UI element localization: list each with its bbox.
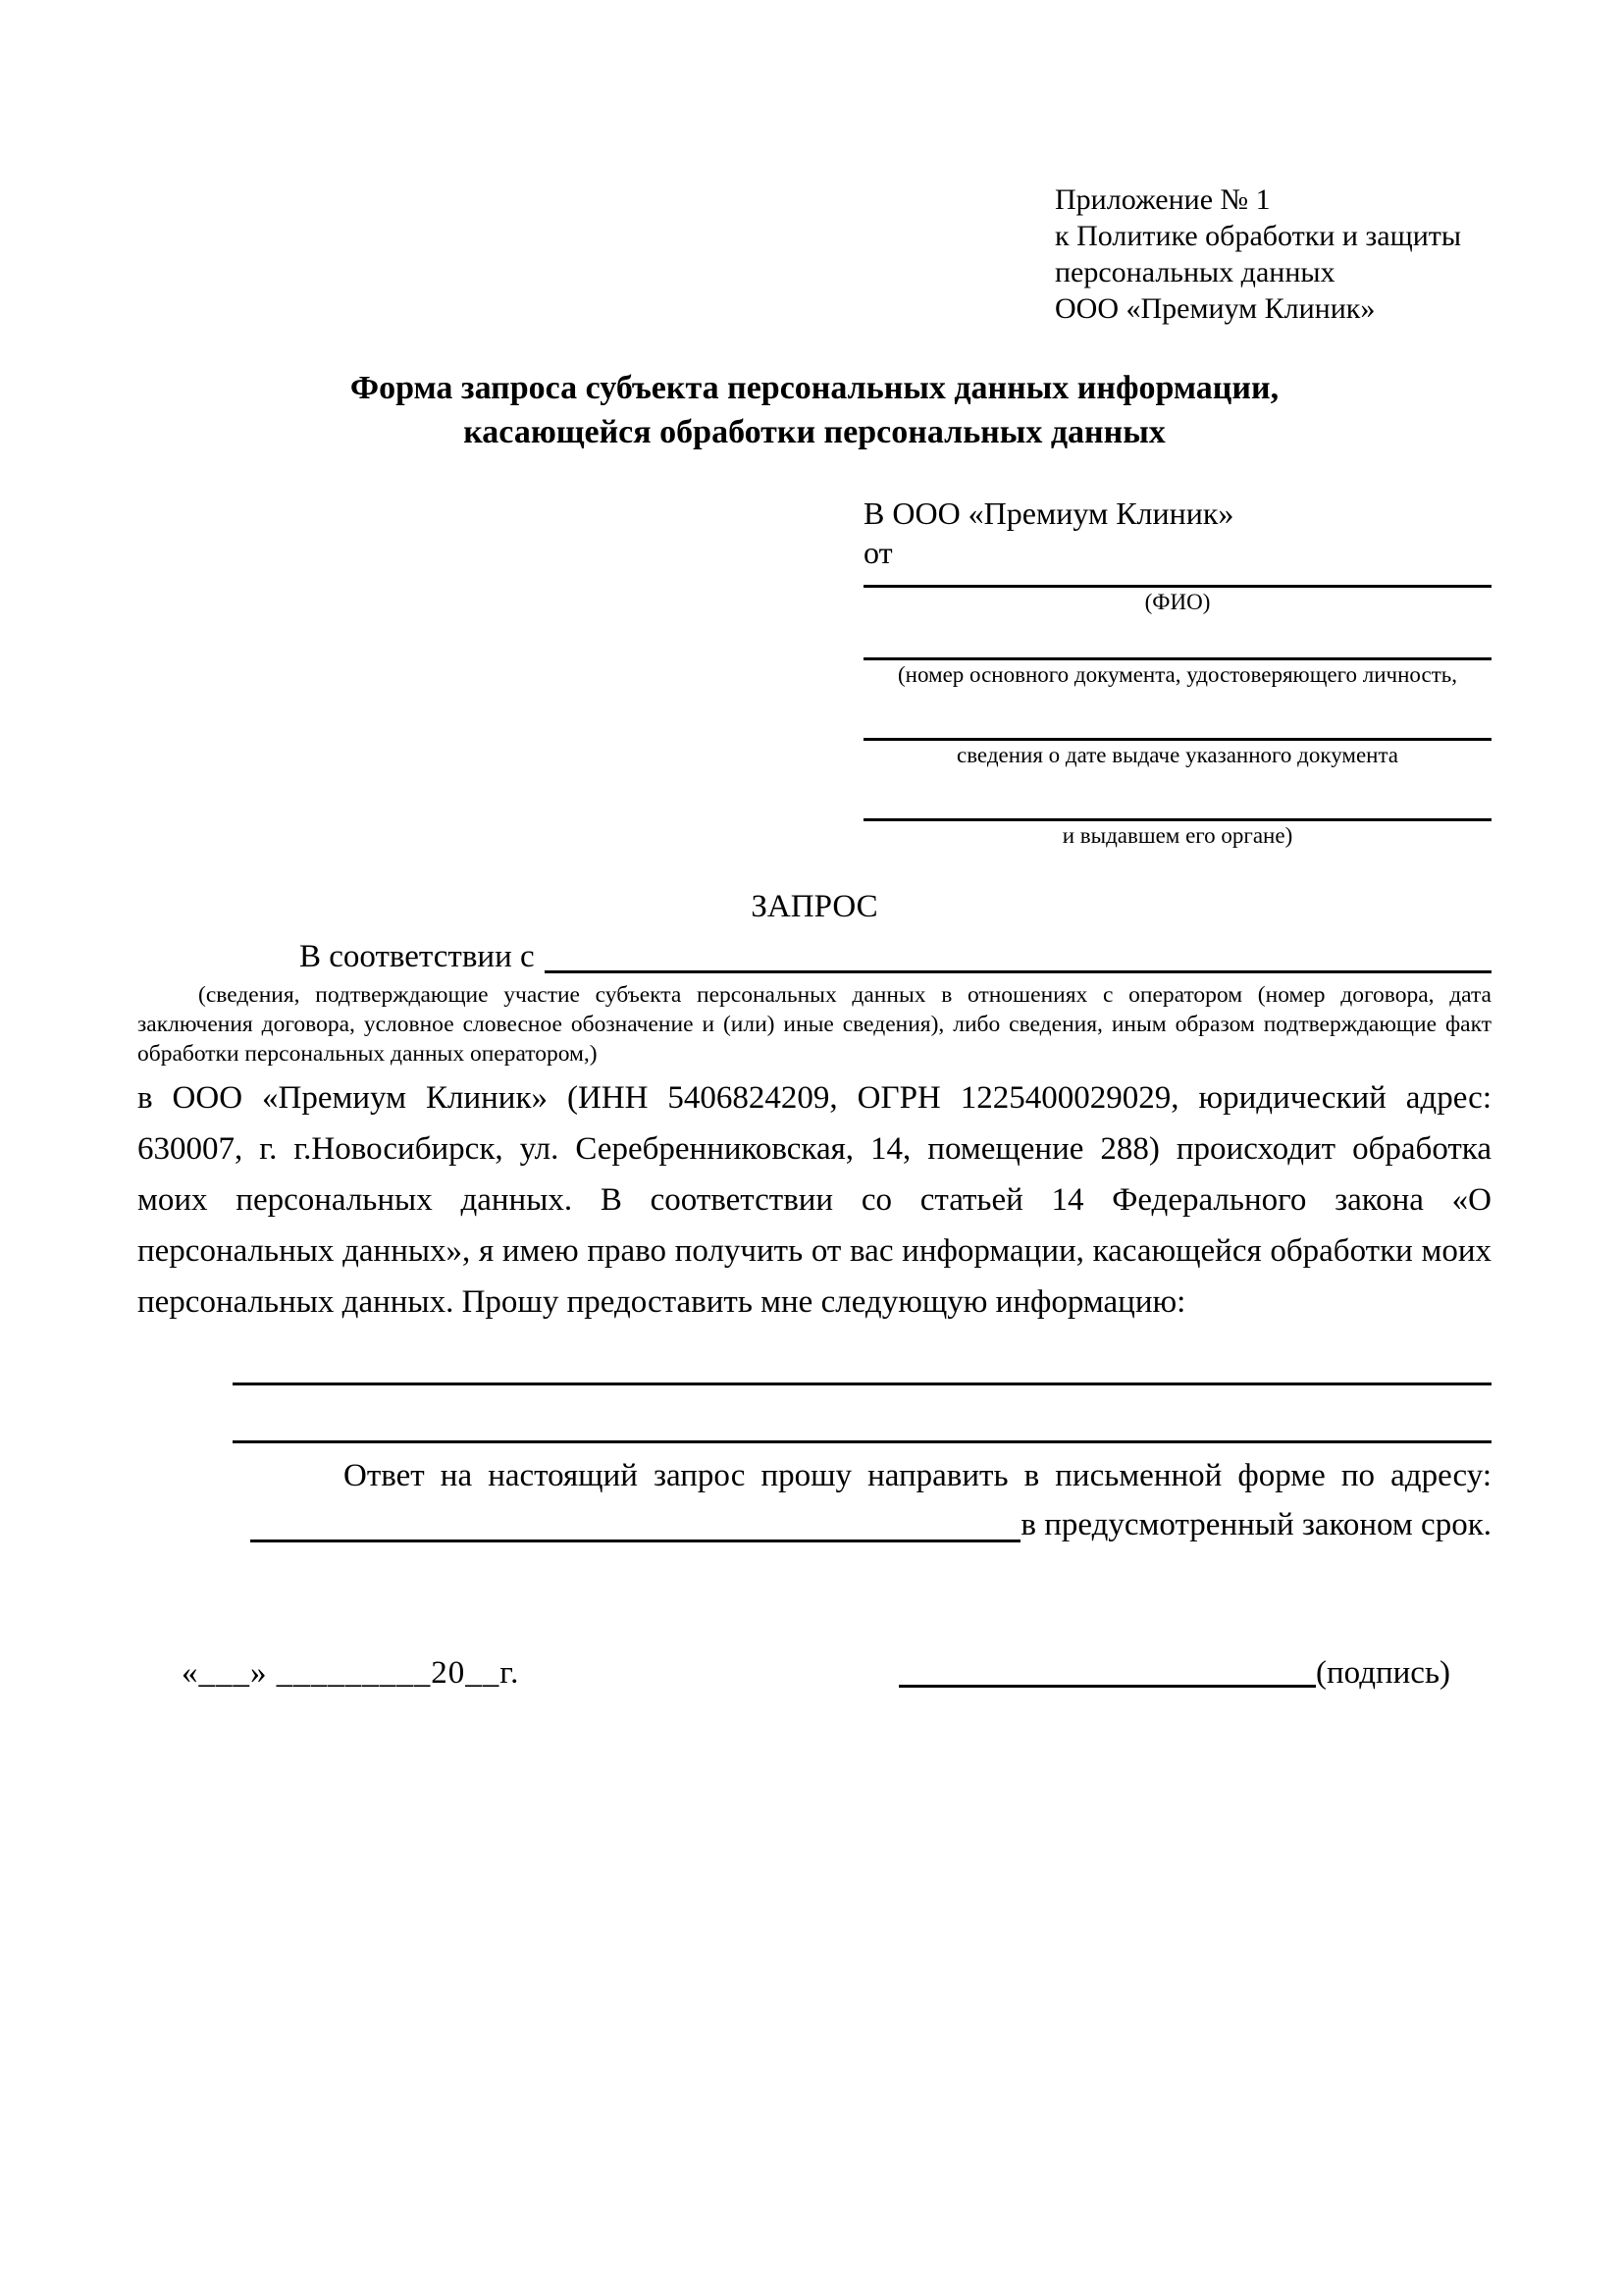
document-number-field bbox=[864, 645, 1492, 690]
document-title-line-2: касающейся обработки персональных данных bbox=[463, 414, 1166, 450]
document-title-line-1: Форма запроса субъекта персональных данных информации, bbox=[349, 370, 1280, 406]
appendix-line-2: к Политике обработки и защиты bbox=[1055, 220, 1462, 252]
recipient-from-label: от bbox=[864, 535, 893, 570]
date-field[interactable]: «___» _________20__г. bbox=[182, 1655, 520, 1691]
document-issue-date-field-caption: сведения о дате выдаче указанного документа bbox=[956, 743, 1399, 767]
fio-field bbox=[864, 572, 1492, 617]
information-field-line-2[interactable] bbox=[233, 1440, 1492, 1443]
reply-tail-text: в предусмотренный законом срок. bbox=[1021, 1507, 1492, 1542]
appendix-line-1: Приложение № 1 bbox=[1055, 183, 1271, 216]
signature-group bbox=[899, 1651, 1450, 1695]
information-field-line-1[interactable] bbox=[233, 1383, 1492, 1385]
recipient-to: В ООО «Премиум Клиник» bbox=[864, 496, 1234, 531]
request-intro-row bbox=[137, 933, 1492, 980]
signature-caption: (подпись) bbox=[1316, 1655, 1450, 1691]
document-issuer-field-caption: и выдавшем его органе) bbox=[1062, 823, 1293, 848]
reply-address-row bbox=[137, 1500, 1492, 1549]
document-title bbox=[137, 366, 1492, 454]
fio-field-caption: (ФИО) bbox=[1144, 590, 1211, 614]
document-number-field-line[interactable] bbox=[864, 645, 1492, 660]
recipient-block bbox=[864, 494, 1492, 851]
request-heading: ЗАПРОС bbox=[751, 889, 878, 924]
footer-row bbox=[137, 1651, 1492, 1695]
appendix-header bbox=[1055, 182, 1492, 327]
document-issue-date-field-line[interactable] bbox=[864, 725, 1492, 741]
basis-field-line[interactable] bbox=[545, 933, 1492, 973]
reply-address-sentence: Ответ на настоящий запрос прошу направить в письменной форме по адресу: bbox=[343, 1458, 1492, 1493]
document-issuer-field-line[interactable] bbox=[864, 806, 1492, 821]
appendix-line-3: персональных данных bbox=[1055, 256, 1335, 288]
document-issuer-field bbox=[864, 806, 1492, 851]
request-body-paragraph: в ООО «Премиум Клиник» (ИНН 5406824209, ОГРН 1225400029029, юридический адрес: 630007, г. г.Новосибирск, ул. Серебренниковская, 14, помещение 288) происходит обработка моих персональных данных. В соответствии со статьей 14 Федерального закона «О персональных данных», я имею право получить от вас информации, касающейся обработки моих персональных данных. Прошу предоставить мне следующую информацию: bbox=[137, 1080, 1492, 1320]
appendix-line-4: ООО «Премиум Клиник» bbox=[1055, 292, 1376, 325]
document-issue-date-field bbox=[864, 725, 1492, 770]
signature-field-line[interactable] bbox=[899, 1651, 1316, 1688]
fio-field-line[interactable] bbox=[864, 572, 1492, 588]
request-intro-label: В соответствии с bbox=[299, 939, 535, 974]
document-number-field-caption: (номер основного документа, удостоверяющего личность, bbox=[897, 662, 1457, 687]
basis-field-caption: (сведения, подтверждающие участие субъекта персональных данных в отношениях с оператором (номер договора, дата заключения договора, условное словесное обозначение и (или) иные сведения), либо сведения, иным образом подтверждающие факт обработки персональных данных оператором,) bbox=[137, 982, 1492, 1067]
address-field-line[interactable] bbox=[250, 1500, 1021, 1542]
